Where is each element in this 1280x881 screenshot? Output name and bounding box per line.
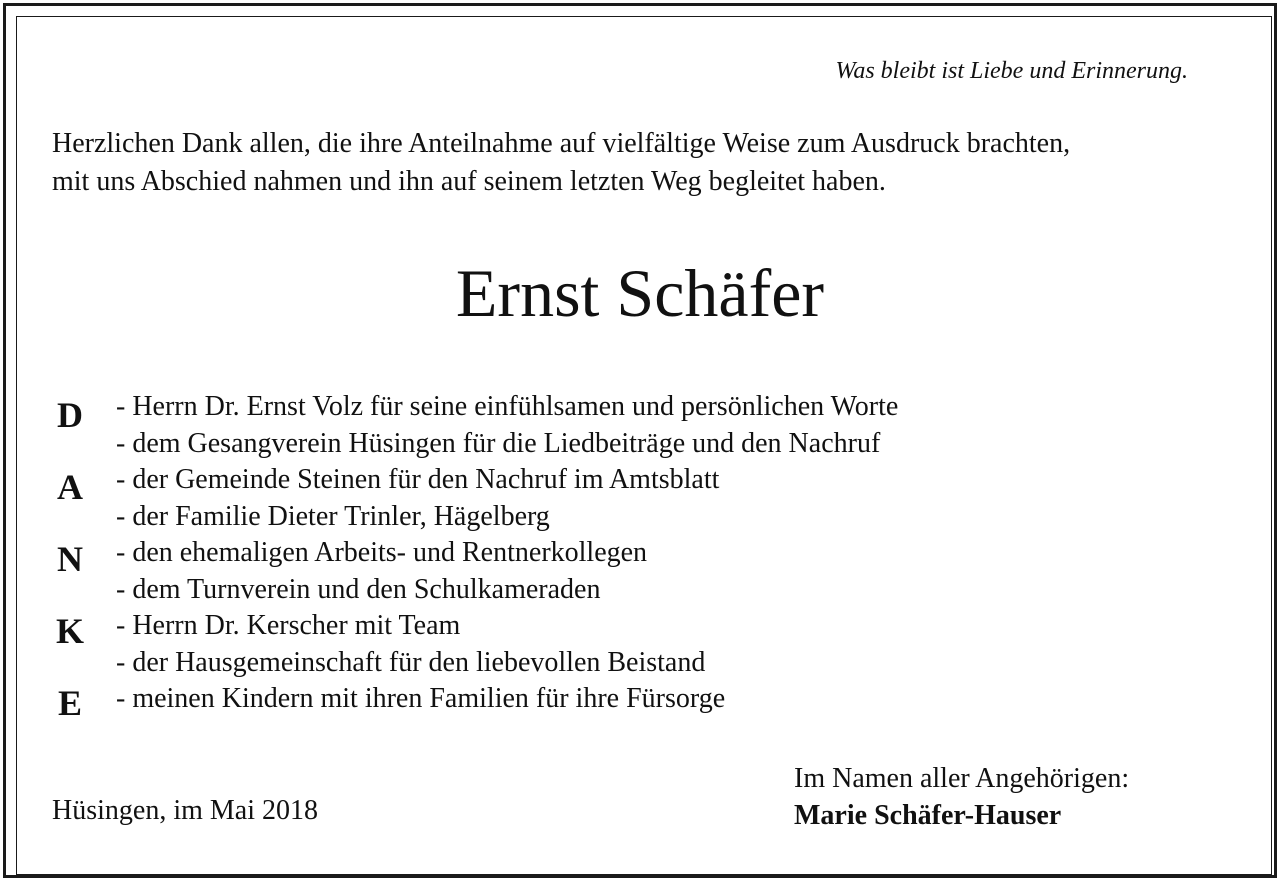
danke-letter: K [55,611,84,651]
deceased-name: Ernst Schäfer [455,255,825,331]
thanks-item: - der Familie Dieter Trinler, Hägelberg [116,500,550,532]
thanks-item: - Herrn Dr. Kerscher mit Team [116,610,461,641]
thanks-item: - der Gemeinde Steinen für den Nachruf im Amtsblatt [116,464,720,495]
danke-acrostic [50,392,90,752]
intro-line: mit uns Abschied nahmen und ihn auf seinem letzten Weg begleitet haben. [52,166,886,197]
thanks-item: - Herrn Dr. Ernst Volz für seine einfühlsamen und persönlichen Worte [116,391,899,422]
thanks-item: - der Hausgemeinschaft für den liebevollen Beistand [116,646,706,678]
intro-text [52,125,1070,201]
motto: Was bleibt ist Liebe und Erinnerung. [835,58,1188,84]
thanks-list [116,389,898,718]
signer-name: Marie Schäfer-Hauser [794,800,1062,831]
thanks-item: - den ehemaligen Arbeits- und Rentnerkollegen [116,537,648,568]
danke-letter: N [57,539,83,579]
thanks-item: - dem Gesangverein Hüsingen für die Liedbeiträge und den Nachruf [116,427,881,459]
thanks-item: - dem Turnverein und den Schulkameraden [116,573,601,605]
signature-block [794,760,1129,834]
on-behalf-text: Im Namen aller Angehörigen: [794,763,1130,794]
danke-letter: A [57,467,83,507]
intro-line: Herzlichen Dank allen, die ihre Anteilnahme auf vielfältige Weise zum Ausdruck brachten, [52,128,1071,159]
danke-letter: E [57,683,82,723]
danke-letter: D [57,395,83,435]
thanks-item: - meinen Kindern mit ihren Familien für ihre Fürsorge [116,683,726,714]
place-date: Hüsingen, im Mai 2018 [52,795,318,826]
